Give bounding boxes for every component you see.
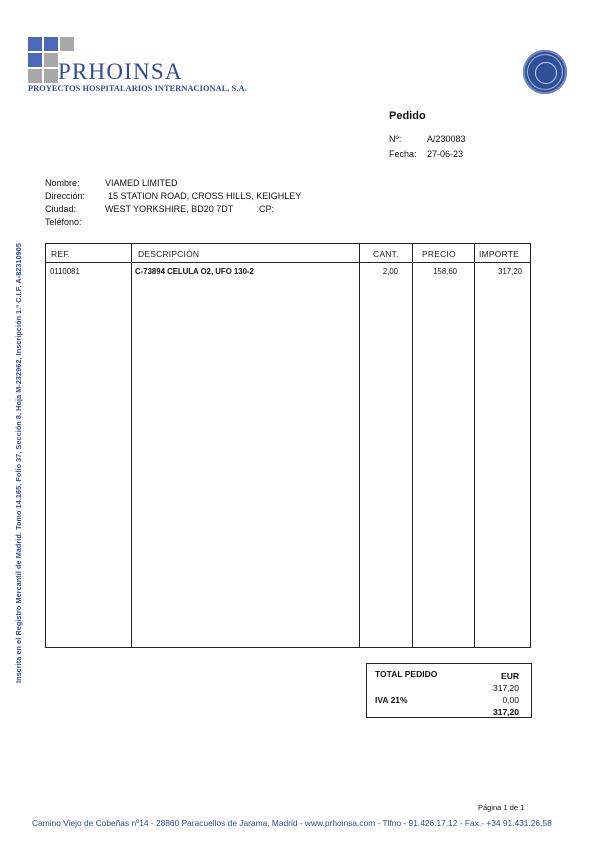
client-address: 15 STATION ROAD, CROSS HILLS, KEIGHLEY xyxy=(108,191,302,201)
company-logo-name: PRHOINSA xyxy=(58,59,183,84)
items-table xyxy=(45,243,531,648)
client-cp-label: CP: xyxy=(259,204,275,214)
header-qty: CANT. xyxy=(373,249,399,259)
totals-box xyxy=(366,663,532,718)
order-date-row xyxy=(389,149,509,161)
row-qty: 2,00 xyxy=(382,267,398,276)
total-currency: EUR xyxy=(501,671,519,681)
document-title: Pedido xyxy=(389,110,426,122)
row-amount: 317,20 xyxy=(498,267,522,276)
company-logo-subtitle: PROYECTOS HOSPITALARIOS INTERNACIONAL, S.A. xyxy=(28,84,247,93)
header-description: DESCRIPCIÓN xyxy=(138,249,200,259)
total-label: TOTAL PEDIDO xyxy=(375,669,438,679)
client-phone-label: Teléfono: xyxy=(45,217,82,227)
grand-total: 317,20 xyxy=(493,707,519,717)
footer-contact: Camino Viejo de Cobeñas nº14 - 28860 Paracuellos de Jarama, Madrid - www.prhoinsa.com - Tlfno - 91.426.17.12 - Fax.- +34 91.431.26.58 xyxy=(32,818,552,828)
row-description: C-73894 CELULA O2, UFO 130-2 xyxy=(135,267,254,276)
order-number: A/230083 xyxy=(427,134,466,144)
client-city-label: Ciudad: xyxy=(45,204,77,214)
order-number-label: Nº: xyxy=(389,134,402,144)
client-name: VIAMED LIMITED xyxy=(105,178,178,188)
vat-value: 0,00 xyxy=(502,695,519,705)
page-number: Página 1 de 1 xyxy=(478,803,525,812)
order-number-row xyxy=(389,134,509,146)
client-city: WEST YORKSHIRE, BD20 7DT xyxy=(105,204,234,214)
row-ref: 0110081 xyxy=(50,267,80,276)
header-amount: IMPORTE xyxy=(479,249,519,259)
header-price: PRECIO xyxy=(422,249,456,259)
header-ref: REF. xyxy=(51,249,71,259)
table-header xyxy=(46,244,530,263)
order-date-label: Fecha: xyxy=(389,149,417,159)
certification-seal-icon xyxy=(523,50,567,94)
vat-label: IVA 21% xyxy=(375,695,408,705)
client-address-label: Dirección: xyxy=(45,191,86,201)
order-date: 27-06-23 xyxy=(427,149,464,159)
row-price: 158,60 xyxy=(433,267,457,276)
total-subtotal: 317,20 xyxy=(493,683,519,693)
client-name-label: Nombre: xyxy=(45,178,80,188)
registry-side-note: Inscrita en el Registro Mercantil de Madrid. Tomo 14.165, Folio 37, Sección 8, Hoja M-232962, Inscripción 1.ª C.I.F. A-82310905 xyxy=(14,243,23,683)
